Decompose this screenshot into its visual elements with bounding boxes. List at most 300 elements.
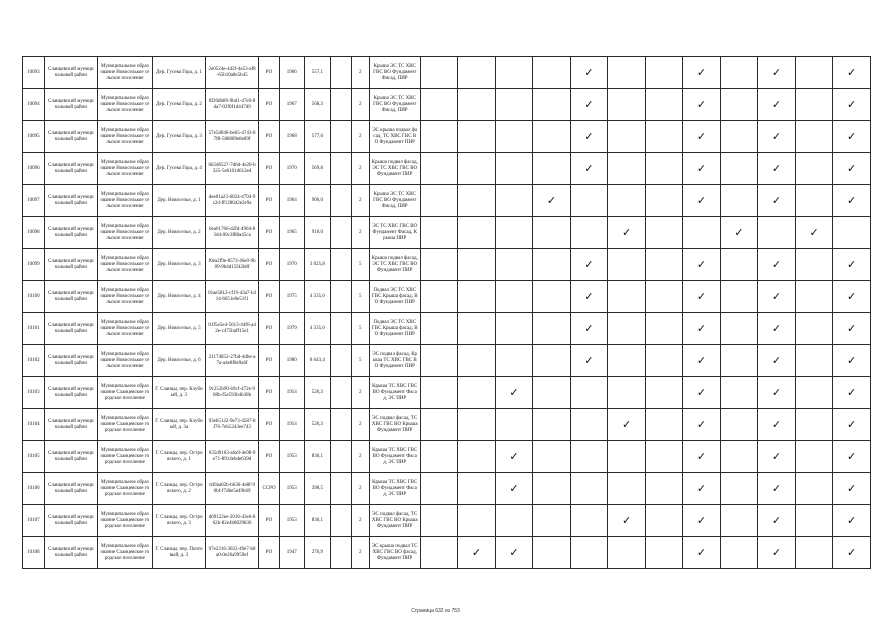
works-cell: Крыша ТС ХВС ГВС ВО Фундамент Фасад, ЭС ПИР xyxy=(369,441,420,473)
empty-mark-cell xyxy=(795,441,833,473)
district-cell: Сланцевский муниципальный район xyxy=(44,185,97,217)
check-mark-icon: ✓ xyxy=(608,217,646,249)
check-mark-icon: ✓ xyxy=(570,281,608,313)
works-cell: Крыша ЭС ТС ХВС ГВС ВО Фундамент Фасад, ПИР xyxy=(369,57,420,89)
build-year-cell: 1953 xyxy=(279,473,304,505)
empty-mark-cell xyxy=(458,377,496,409)
check-mark-icon: ✓ xyxy=(683,89,721,121)
empty-mark-cell xyxy=(458,217,496,249)
row-number: 10101 xyxy=(23,313,45,345)
district-cell: Сланцевский муниципальный район xyxy=(44,153,97,185)
check-mark-icon: ✓ xyxy=(495,537,533,569)
empty-mark-cell xyxy=(420,89,457,121)
empty-mark-cell xyxy=(608,281,646,313)
build-year-cell: 1966 xyxy=(279,57,304,89)
area-cell: 4 335,0 xyxy=(304,313,331,345)
build-year-cell: 1964 xyxy=(279,185,304,217)
empty-mark-cell xyxy=(645,57,682,89)
settlement-cell: Муниципальное образование Новоселькое сельское поселение xyxy=(97,345,152,377)
floors-cell: 5 xyxy=(351,313,369,345)
empty-mark-cell xyxy=(458,441,496,473)
check-mark-icon: ✓ xyxy=(833,345,871,377)
table-row xyxy=(23,409,871,441)
district-cell: Сланцевский муниципальный район xyxy=(44,473,97,505)
build-year-cell: 1953 xyxy=(279,441,304,473)
empty-mark-cell xyxy=(758,217,796,249)
works-cell: Крыша ЭС ТС ХВС ГВС ВО Фундамент Фасад, ПИР xyxy=(369,89,420,121)
ownership-form-cell: РО xyxy=(259,441,280,473)
empty-mark-cell xyxy=(533,441,571,473)
blank-cell xyxy=(331,57,352,89)
guid-cell: 97e2316-3022-49e7-b8a0-0e26a9959ef xyxy=(206,537,259,569)
settlement-cell: Муниципальное образование Новоселькое сельское поселение xyxy=(97,89,152,121)
empty-mark-cell xyxy=(533,345,571,377)
area-cell: 8 643,4 xyxy=(304,345,331,377)
check-mark-icon: ✓ xyxy=(758,377,796,409)
check-mark-icon: ✓ xyxy=(758,505,796,537)
check-mark-icon: ✓ xyxy=(833,185,871,217)
empty-mark-cell xyxy=(495,89,533,121)
table-row xyxy=(23,217,871,249)
ownership-form-cell: РО xyxy=(259,345,280,377)
check-mark-icon: ✓ xyxy=(570,313,608,345)
empty-mark-cell xyxy=(795,89,833,121)
empty-mark-cell xyxy=(795,185,833,217)
ownership-form-cell: РО xyxy=(259,281,280,313)
floors-cell: 2 xyxy=(351,153,369,185)
build-year-cell: 1979 xyxy=(279,313,304,345)
empty-mark-cell xyxy=(533,473,571,505)
guid-cell: f0ea2f9e-8573-46e0-9b09-9b4d15f42b8f xyxy=(206,249,259,281)
empty-mark-cell xyxy=(495,313,533,345)
ownership-form-cell: РО xyxy=(259,153,280,185)
guid-cell: 6ea01766-d2fd-4904-83d4-00c3f88a45ca xyxy=(206,217,259,249)
guid-cell: 6b5d6527-7d6d-4e20-b325-5e6101d612ed xyxy=(206,153,259,185)
check-mark-icon: ✓ xyxy=(570,345,608,377)
address-cell: Г. Сланцы, пер. Клубный, д. 3 xyxy=(152,377,205,409)
empty-mark-cell xyxy=(570,473,608,505)
works-cell: Подвал ЭС ТС ХВС ГВС Крыша фасад, ВО Фундамент ПИР xyxy=(369,281,420,313)
address-cell: Дер. Новоселье, д. 5 xyxy=(152,313,205,345)
empty-mark-cell xyxy=(458,185,496,217)
empty-mark-cell xyxy=(645,153,682,185)
district-cell: Сланцевский муниципальный район xyxy=(44,377,97,409)
check-mark-icon: ✓ xyxy=(683,409,721,441)
check-mark-icon: ✓ xyxy=(458,537,496,569)
floors-cell: 2 xyxy=(351,89,369,121)
row-number: 10096 xyxy=(23,153,45,185)
empty-mark-cell xyxy=(720,185,758,217)
guid-cell: 01ae5812-cf19-43a7-b314-6651e0e51f1 xyxy=(206,281,259,313)
guid-cell: 93eb5122-9e73-4587-8f76-7eb5243ee743 xyxy=(206,409,259,441)
check-mark-icon: ✓ xyxy=(683,345,721,377)
empty-mark-cell xyxy=(495,505,533,537)
empty-mark-cell xyxy=(458,473,496,505)
address-cell: Г. Сланцы, пер. Островского, д. 2 xyxy=(152,473,205,505)
area-cell: 568,3 xyxy=(304,89,331,121)
table-row xyxy=(23,57,871,89)
row-number: 10098 xyxy=(23,217,45,249)
district-cell: Сланцевский муниципальный район xyxy=(44,89,97,121)
empty-mark-cell xyxy=(458,153,496,185)
works-cell: ЭС подвал фасад, ТС ХВС ГВС ВО Крыша Фундамент ПИР xyxy=(369,505,420,537)
empty-mark-cell xyxy=(420,377,457,409)
empty-mark-cell xyxy=(608,249,646,281)
table-row xyxy=(23,89,871,121)
ownership-form-cell: РО xyxy=(259,185,280,217)
empty-mark-cell xyxy=(458,89,496,121)
empty-mark-cell xyxy=(458,505,496,537)
empty-mark-cell xyxy=(533,409,571,441)
empty-mark-cell xyxy=(645,473,682,505)
empty-mark-cell xyxy=(608,89,646,121)
works-cell: ЭС крыша подвал ТС ХВС ГВС ВО фасад, Фундамент ПИР xyxy=(369,537,420,569)
empty-mark-cell xyxy=(495,249,533,281)
empty-mark-cell xyxy=(645,185,682,217)
build-year-cell: 1975 xyxy=(279,281,304,313)
settlement-cell: Муниципальное образование Новоселькое сельское поселение xyxy=(97,249,152,281)
empty-mark-cell xyxy=(533,249,571,281)
empty-mark-cell xyxy=(458,313,496,345)
district-cell: Сланцевский муниципальный район xyxy=(44,537,97,569)
empty-mark-cell xyxy=(833,217,871,249)
build-year-cell: 1980 xyxy=(279,345,304,377)
check-mark-icon: ✓ xyxy=(833,313,871,345)
table-row xyxy=(23,345,871,377)
empty-mark-cell xyxy=(720,121,758,153)
floors-cell: 2 xyxy=(351,57,369,89)
build-year-cell: 1967 xyxy=(279,89,304,121)
check-mark-icon: ✓ xyxy=(758,409,796,441)
settlement-cell: Муниципальное образование Сланцевское городское поселение xyxy=(97,505,152,537)
empty-mark-cell xyxy=(608,377,646,409)
check-mark-icon: ✓ xyxy=(683,377,721,409)
empty-mark-cell xyxy=(533,57,571,89)
check-mark-icon: ✓ xyxy=(608,505,646,537)
empty-mark-cell xyxy=(645,249,682,281)
check-mark-icon: ✓ xyxy=(833,409,871,441)
empty-mark-cell xyxy=(533,217,571,249)
check-mark-icon: ✓ xyxy=(683,537,721,569)
guid-cell: 035d9163-a6a9-4e98-9e71-8914ebde639d xyxy=(206,441,259,473)
build-year-cell: 1970 xyxy=(279,249,304,281)
floors-cell: 2 xyxy=(351,217,369,249)
empty-mark-cell xyxy=(495,345,533,377)
district-cell: Сланцевский муниципальный район xyxy=(44,313,97,345)
empty-mark-cell xyxy=(608,313,646,345)
floors-cell: 2 xyxy=(351,505,369,537)
address-cell: Дер. Гусева Гора, д. 3 xyxy=(152,121,205,153)
empty-mark-cell xyxy=(533,537,571,569)
address-cell: Г. Сланцы, пер. Островского, д. 3 xyxy=(152,505,205,537)
check-mark-icon: ✓ xyxy=(833,281,871,313)
check-mark-icon: ✓ xyxy=(570,249,608,281)
area-cell: 3 025,8 xyxy=(304,249,331,281)
address-cell: Дер. Новоселье, д. 4 xyxy=(152,281,205,313)
address-cell: Дер. Гусева Гора, д. 1 xyxy=(152,57,205,89)
empty-mark-cell xyxy=(683,217,721,249)
check-mark-icon: ✓ xyxy=(570,121,608,153)
check-mark-icon: ✓ xyxy=(758,537,796,569)
area-cell: 526,3 xyxy=(304,377,331,409)
empty-mark-cell xyxy=(720,441,758,473)
empty-mark-cell xyxy=(420,217,457,249)
district-cell: Сланцевский муниципальный район xyxy=(44,217,97,249)
empty-mark-cell xyxy=(608,185,646,217)
empty-mark-cell xyxy=(720,537,758,569)
check-mark-icon: ✓ xyxy=(683,153,721,185)
empty-mark-cell xyxy=(420,409,457,441)
area-cell: 276,9 xyxy=(304,537,331,569)
floors-cell: 2 xyxy=(351,185,369,217)
works-cell: Подвал ЭС ТС ХВС ГВС Крыша фасад, ВО Фундамент ПИР xyxy=(369,313,420,345)
settlement-cell: Муниципальное образование Сланцевское городское поселение xyxy=(97,473,152,505)
blank-cell xyxy=(331,217,352,249)
empty-mark-cell xyxy=(720,153,758,185)
empty-mark-cell xyxy=(720,57,758,89)
guid-cell: d49aa02b-b636-4e8f-90bf-f7dbe5e49b69 xyxy=(206,473,259,505)
table-row xyxy=(23,505,871,537)
empty-mark-cell xyxy=(795,505,833,537)
empty-mark-cell xyxy=(608,473,646,505)
settlement-cell: Муниципальное образование Новоселькое сельское поселение xyxy=(97,121,152,153)
empty-mark-cell xyxy=(608,121,646,153)
ownership-form-cell: РО xyxy=(259,217,280,249)
ownership-form-cell: РО xyxy=(259,249,280,281)
guid-cell: 01f5e5e4-5613-44f6-a42e-c475baff15e1 xyxy=(206,313,259,345)
blank-cell xyxy=(331,185,352,217)
empty-mark-cell xyxy=(795,409,833,441)
floors-cell: 2 xyxy=(351,537,369,569)
empty-mark-cell xyxy=(420,153,457,185)
ownership-form-cell: РО xyxy=(259,537,280,569)
blank-cell xyxy=(331,313,352,345)
check-mark-icon: ✓ xyxy=(758,89,796,121)
empty-mark-cell xyxy=(420,345,457,377)
build-year-cell: 1947 xyxy=(279,537,304,569)
works-cell: Крыша ЭС ТС ХВС ГВС ВО Фундамент Фасад, ПИР xyxy=(369,185,420,217)
check-mark-icon: ✓ xyxy=(758,249,796,281)
empty-mark-cell xyxy=(533,153,571,185)
settlement-cell: Муниципальное образование Сланцевское городское поселение xyxy=(97,441,152,473)
row-number: 10102 xyxy=(23,345,45,377)
check-mark-icon: ✓ xyxy=(683,313,721,345)
empty-mark-cell xyxy=(608,441,646,473)
empty-mark-cell xyxy=(495,121,533,153)
guid-cell: 21174852-27bd-4dbe-a7a-a4e8f8e9a6f xyxy=(206,345,259,377)
check-mark-icon: ✓ xyxy=(758,441,796,473)
check-mark-icon: ✓ xyxy=(608,409,646,441)
address-cell: Дер. Гусева Гора, д. 2 xyxy=(152,89,205,121)
blank-cell xyxy=(331,409,352,441)
district-cell: Сланцевский муниципальный район xyxy=(44,57,97,89)
blank-cell xyxy=(331,441,352,473)
empty-mark-cell xyxy=(795,537,833,569)
check-mark-icon: ✓ xyxy=(758,473,796,505)
address-cell: Г. Сланцы, пер. Почтовый, д. 3 xyxy=(152,537,205,569)
check-mark-icon: ✓ xyxy=(758,185,796,217)
settlement-cell: Муниципальное образование Новоселькое сельское поселение xyxy=(97,57,152,89)
build-year-cell: 1954 xyxy=(279,377,304,409)
row-number: 10103 xyxy=(23,377,45,409)
check-mark-icon: ✓ xyxy=(720,217,758,249)
check-mark-icon: ✓ xyxy=(683,473,721,505)
check-mark-icon: ✓ xyxy=(570,89,608,121)
check-mark-icon: ✓ xyxy=(495,473,533,505)
floors-cell: 5 xyxy=(351,345,369,377)
guid-cell: 2e0524e-442f-4e53-af8-65b10a8e5b45 xyxy=(206,57,259,89)
district-cell: Сланцевский муниципальный район xyxy=(44,505,97,537)
empty-mark-cell xyxy=(533,121,571,153)
empty-mark-cell xyxy=(458,345,496,377)
settlement-cell: Муниципальное образование Новоселькое сельское поселение xyxy=(97,185,152,217)
blank-cell xyxy=(331,89,352,121)
empty-mark-cell xyxy=(645,89,682,121)
empty-mark-cell xyxy=(420,281,457,313)
empty-mark-cell xyxy=(795,473,833,505)
table-row xyxy=(23,281,871,313)
row-number: 10094 xyxy=(23,89,45,121)
empty-mark-cell xyxy=(608,153,646,185)
blank-cell xyxy=(331,345,352,377)
build-year-cell: 1970 xyxy=(279,153,304,185)
check-mark-icon: ✓ xyxy=(758,57,796,89)
works-cell: Крыша ТС ХВС ГВС ВО Фундамент Фасад, ЭС ПИР xyxy=(369,473,420,505)
empty-mark-cell xyxy=(458,281,496,313)
empty-mark-cell xyxy=(608,537,646,569)
empty-mark-cell xyxy=(645,121,682,153)
blank-cell xyxy=(331,153,352,185)
floors-cell: 2 xyxy=(351,121,369,153)
empty-mark-cell xyxy=(795,153,833,185)
address-cell: Дер. Новоселье, д. 6 xyxy=(152,345,205,377)
ownership-form-cell: РО xyxy=(259,89,280,121)
blank-cell xyxy=(331,249,352,281)
table-row xyxy=(23,153,871,185)
district-cell: Сланцевский муниципальный район xyxy=(44,441,97,473)
empty-mark-cell xyxy=(570,441,608,473)
empty-mark-cell xyxy=(795,249,833,281)
ownership-form-cell: РО xyxy=(259,505,280,537)
row-number: 10104 xyxy=(23,409,45,441)
row-number: 10093 xyxy=(23,57,45,89)
empty-mark-cell xyxy=(458,249,496,281)
page-number: Страница 632 из 753 xyxy=(411,608,460,614)
ownership-form-cell: РО xyxy=(259,313,280,345)
table-row xyxy=(23,121,871,153)
table-row xyxy=(23,377,871,409)
floors-cell: 5 xyxy=(351,281,369,313)
works-cell: ЭС подвал фасад, Крыша ТС ХВС ГВС ВО Фундамент ПИР xyxy=(369,345,420,377)
table-row xyxy=(23,313,871,345)
empty-mark-cell xyxy=(720,409,758,441)
check-mark-icon: ✓ xyxy=(683,505,721,537)
table-row xyxy=(23,473,871,505)
empty-mark-cell xyxy=(570,217,608,249)
floors-cell: 2 xyxy=(351,473,369,505)
works-cell: ЭС крыша подвал фасад, ТС ХВС ГВС ВО Фундамент ПИР xyxy=(369,121,420,153)
check-mark-icon: ✓ xyxy=(833,57,871,89)
district-cell: Сланцевский муниципальный район xyxy=(44,409,97,441)
empty-mark-cell xyxy=(495,57,533,89)
ownership-form-cell: РО xyxy=(259,409,280,441)
district-cell: Сланцевский муниципальный район xyxy=(44,345,97,377)
row-number: 10097 xyxy=(23,185,45,217)
district-cell: Сланцевский муниципальный район xyxy=(44,249,97,281)
empty-mark-cell xyxy=(720,505,758,537)
blank-cell xyxy=(331,281,352,313)
works-cell: ЭС ТС ХВС ГВС ВО Фундамент Фасад, Крыша ПИР xyxy=(369,217,420,249)
area-cell: 910,0 xyxy=(304,217,331,249)
ownership-form-cell: РО xyxy=(259,57,280,89)
table-row xyxy=(23,537,871,569)
blank-cell xyxy=(331,473,352,505)
table-row xyxy=(23,441,871,473)
district-cell: Сланцевский муниципальный район xyxy=(44,281,97,313)
works-cell: Крыша подвал фасад, ЭС ТС ХВС ГВС ВО Фундамент ПИР xyxy=(369,249,420,281)
guid-cell: 8f20db89-9bd1-47e9-8da7-02f0f1d447d9 xyxy=(206,89,259,121)
check-mark-icon: ✓ xyxy=(683,185,721,217)
area-cell: 526,3 xyxy=(304,409,331,441)
address-cell: Г. Сланцы, пер. Клубный, д. 3а xyxy=(152,409,205,441)
blank-cell xyxy=(331,377,352,409)
empty-mark-cell xyxy=(720,249,758,281)
empty-mark-cell xyxy=(533,505,571,537)
area-cell: 836,1 xyxy=(304,441,331,473)
row-number: 10106 xyxy=(23,473,45,505)
address-cell: Дер. Гусева Гора, д. 4 xyxy=(152,153,205,185)
build-year-cell: 1965 xyxy=(279,217,304,249)
address-cell: Дер. Новоселье, д. 2 xyxy=(152,217,205,249)
check-mark-icon: ✓ xyxy=(570,153,608,185)
empty-mark-cell xyxy=(645,377,682,409)
ownership-form-cell: РО xyxy=(259,377,280,409)
check-mark-icon: ✓ xyxy=(833,89,871,121)
empty-mark-cell xyxy=(645,281,682,313)
check-mark-icon: ✓ xyxy=(833,505,871,537)
area-cell: 398,5 xyxy=(304,473,331,505)
check-mark-icon: ✓ xyxy=(758,281,796,313)
check-mark-icon: ✓ xyxy=(570,57,608,89)
guid-cell: 9c252b90-b9cf-472e-980b-f5e593b4b38b xyxy=(206,377,259,409)
empty-mark-cell xyxy=(645,345,682,377)
floors-cell: 2 xyxy=(351,377,369,409)
empty-mark-cell xyxy=(458,57,496,89)
area-cell: 557,1 xyxy=(304,57,331,89)
row-number: 10095 xyxy=(23,121,45,153)
floors-cell: 2 xyxy=(351,441,369,473)
empty-mark-cell xyxy=(420,441,457,473)
works-cell: Крыша подвал фасад, ЭС ТС ХВС ГВС ВО Фундамент ПИР xyxy=(369,153,420,185)
build-year-cell: 1968 xyxy=(279,121,304,153)
check-mark-icon: ✓ xyxy=(833,473,871,505)
empty-mark-cell xyxy=(645,217,682,249)
settlement-cell: Муниципальное образование Новоселькое сельское поселение xyxy=(97,313,152,345)
empty-mark-cell xyxy=(420,537,457,569)
check-mark-icon: ✓ xyxy=(833,537,871,569)
empty-mark-cell xyxy=(495,409,533,441)
area-cell: 900,0 xyxy=(304,185,331,217)
empty-mark-cell xyxy=(570,537,608,569)
empty-mark-cell xyxy=(720,313,758,345)
empty-mark-cell xyxy=(420,473,457,505)
works-cell: Крыша ТС ХВС ГВС ВО Фундамент Фасад, ЭС ПИР xyxy=(369,377,420,409)
empty-mark-cell xyxy=(495,217,533,249)
empty-mark-cell xyxy=(495,153,533,185)
check-mark-icon: ✓ xyxy=(495,377,533,409)
empty-mark-cell xyxy=(645,441,682,473)
build-year-cell: 1953 xyxy=(279,505,304,537)
